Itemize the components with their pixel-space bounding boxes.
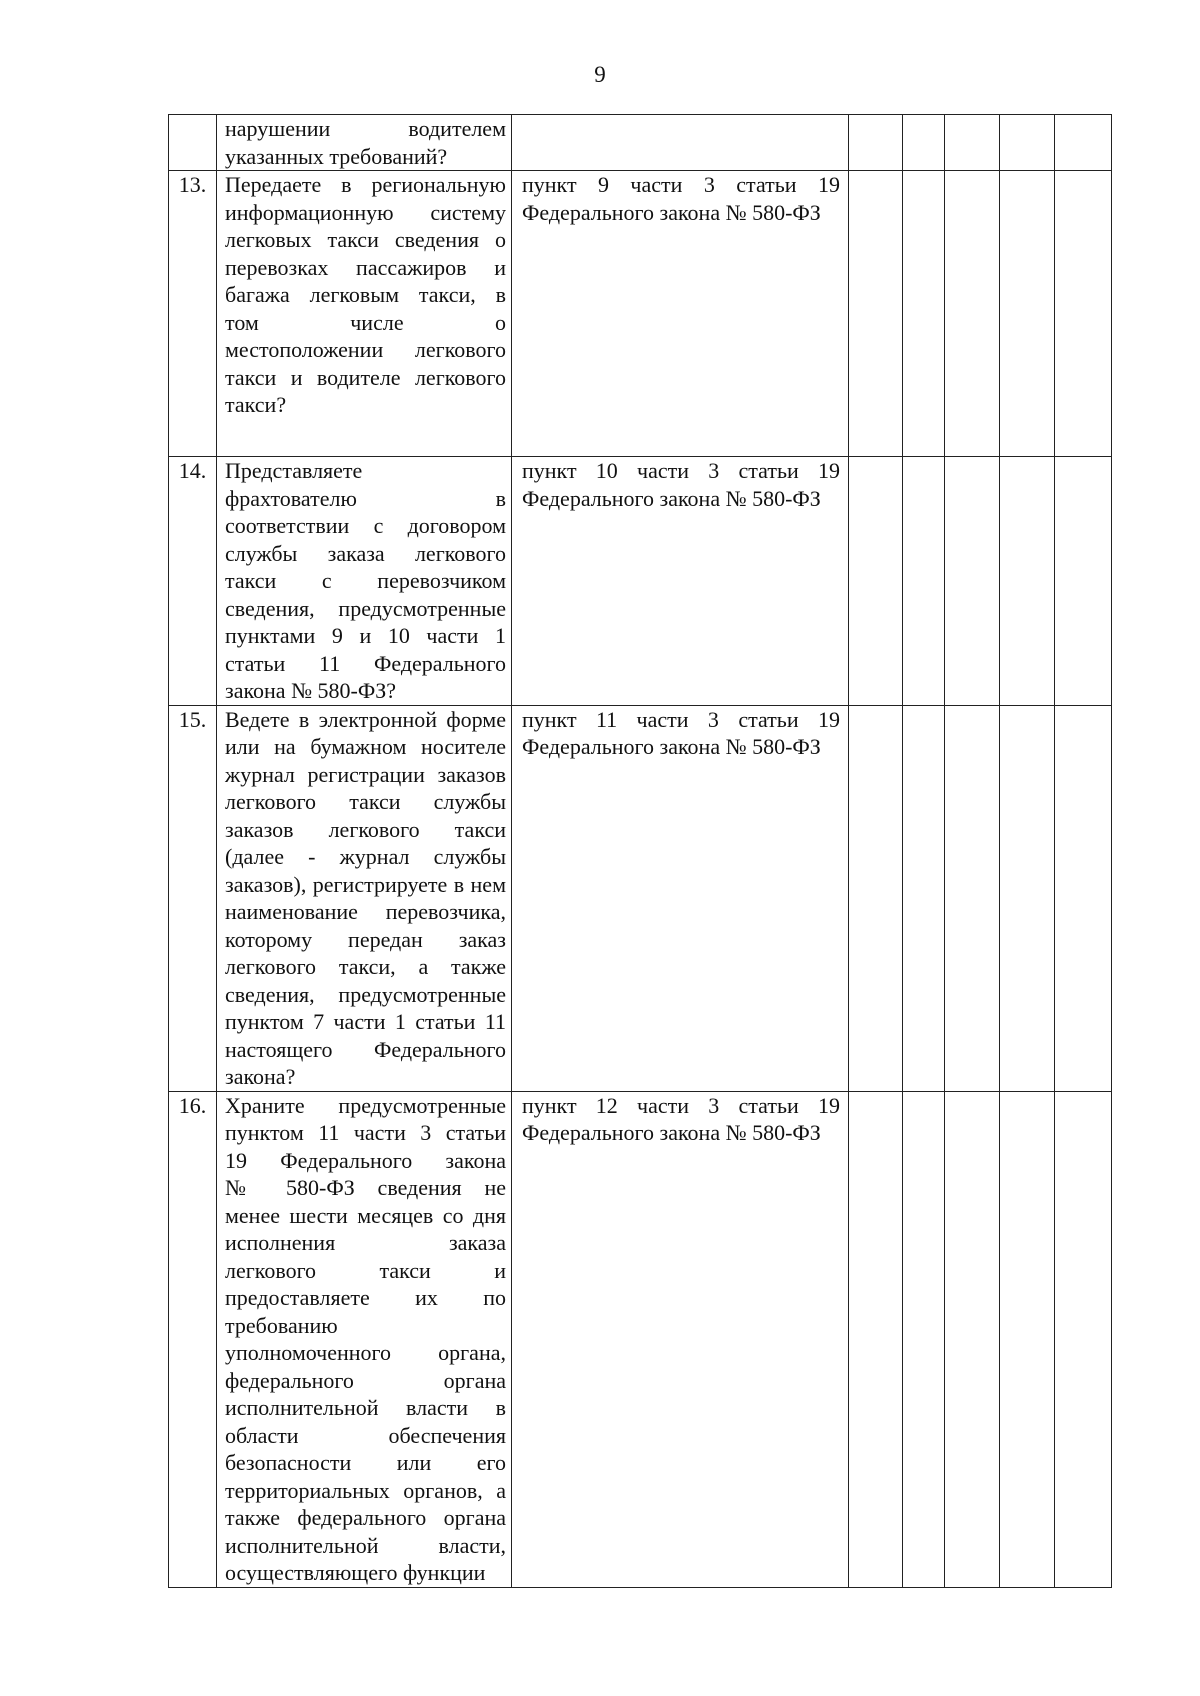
answer-cell [903,457,945,706]
question-line: менее шести месяцев со дня [225,1202,506,1228]
question-line: службы заказа легкового [225,540,506,566]
table-row [169,1091,1112,1587]
question-line: безопасности или его [225,1450,506,1475]
question-line: предоставляете их по [225,1285,506,1310]
question-line: исполнительной власти, [225,1532,506,1558]
row-number: 15. [169,705,217,1091]
question-line: Храните предусмотренные [225,1092,506,1118]
answer-cell [1055,457,1112,706]
question-line: фрахтователю в [225,485,506,511]
question-line: легковых такси сведения о [225,227,506,252]
question-line: наименование перевозчика, [225,899,506,924]
answer-cell [1055,115,1112,171]
question-line: уполномоченного органа, [225,1340,506,1365]
answer-cell [903,115,945,171]
question-line: легкового такси и [225,1257,506,1283]
reference-line: пункт 11 части 3 статьи 19 [522,706,840,732]
question-line: статьи 11 Федерального [225,650,506,676]
question-line: информационную систему [225,199,506,225]
question-line: местоположении легкового [225,337,506,362]
question-line: территориальных органов, а [225,1477,506,1503]
row-number: 16. [169,1091,217,1587]
table-row [169,171,1112,457]
answer-cell [849,705,903,1091]
reference-line: пункт 10 части 3 статьи 19 [522,458,840,483]
question-line: настоящего Федерального [225,1036,506,1062]
table-row [169,457,1112,706]
reference-line: Федерального закона № 580-ФЗ [522,734,821,759]
question-line: сведения, предусмотренные [225,595,506,621]
answer-cell [903,171,945,457]
question-line: или на бумажном носителе [225,734,506,759]
legal-reference-cell [512,457,849,706]
question-line: федерального органа [225,1367,506,1393]
legal-reference-cell [512,171,849,457]
question-line: журнал регистрации заказов [225,761,506,787]
question-line: осуществляющего функции [225,1560,486,1585]
question-line: заказов), регистрируете в нем [225,871,506,897]
question-line: перевозках пассажиров и [225,254,506,280]
table-row [169,115,1112,171]
answer-cell [849,171,903,457]
question-line: требованию [225,1312,338,1338]
question-cell [217,705,512,1091]
legal-reference-cell [512,705,849,1091]
question-line: сведения, предусмотренные [225,981,506,1007]
question-cell [217,1091,512,1587]
question-cell [217,457,512,706]
question-line: (далее - журнал службы [225,844,506,869]
answer-cell [1000,705,1055,1091]
question-line: такси и водителе легкового [225,364,506,390]
question-line: такси с перевозчиком [225,568,506,593]
legal-reference-cell [512,1091,849,1587]
question-line: также федерального органа [225,1505,506,1530]
answer-cell [903,705,945,1091]
answer-cell [903,1091,945,1587]
answer-cell [849,457,903,706]
reference-line: пункт 12 части 3 статьи 19 [522,1092,840,1118]
answer-cell [849,115,903,171]
row-number: 13. [169,171,217,457]
question-line: области обеспечения [225,1422,506,1448]
reference-line: Федерального закона № 580-ФЗ [522,199,821,225]
row-number: 14. [169,457,217,706]
question-line: пунктом 7 части 1 статьи 11 [225,1009,506,1034]
question-line: багажа легковым такси, в [225,282,506,307]
question-line: пунктами 9 и 10 части 1 [225,623,506,648]
question-line: указанных требований? [225,143,448,169]
answer-cell [1000,1091,1055,1587]
question-line: соответствии с договором [225,513,506,538]
answer-cell [945,1091,1000,1587]
row-number [169,115,217,171]
answer-cell [945,171,1000,457]
answer-cell [1000,115,1055,171]
reference-line: пункт 9 части 3 статьи 19 [522,172,840,197]
question-line: такси? [225,392,287,417]
question-cell [217,171,512,457]
question-line: Ведете в электронной форме [225,706,506,732]
answer-cell [1000,457,1055,706]
question-line: нарушении водителем [225,116,506,141]
question-line: исполнения заказа [225,1230,506,1255]
question-line: закона № 580-ФЗ? [225,678,397,703]
legal-reference-cell [512,115,849,171]
answer-cell [1055,1091,1112,1587]
answer-cell [849,1091,903,1587]
question-line: Передаете в региональную [225,172,506,197]
question-line: № 580-ФЗ сведения не [225,1175,506,1200]
question-line: которому передан заказ [225,926,506,952]
answer-cell [945,457,1000,706]
page-number: 9 [594,62,606,87]
question-line: пунктом 11 части 3 статьи [225,1120,506,1145]
question-cell [217,115,512,171]
question-line: том числе о [225,309,506,335]
answer-cell [945,705,1000,1091]
checklist-table [168,114,1112,1588]
reference-line: Федерального закона № 580-ФЗ [522,485,821,511]
question-line: закона? [225,1064,296,1089]
question-line: легкового такси службы [225,789,506,814]
answer-cell [1055,171,1112,457]
question-line: заказов легкового такси [225,816,506,842]
question-line: легкового такси, а также [225,954,506,979]
question-line: 19 Федерального закона [225,1147,506,1173]
question-line: исполнительной власти в [225,1395,506,1420]
answer-cell [1055,705,1112,1091]
table-row [169,705,1112,1091]
question-line: Представляете [225,458,363,483]
reference-line: Федерального закона № 580-ФЗ [522,1120,821,1145]
answer-cell [945,115,1000,171]
answer-cell [1000,171,1055,457]
